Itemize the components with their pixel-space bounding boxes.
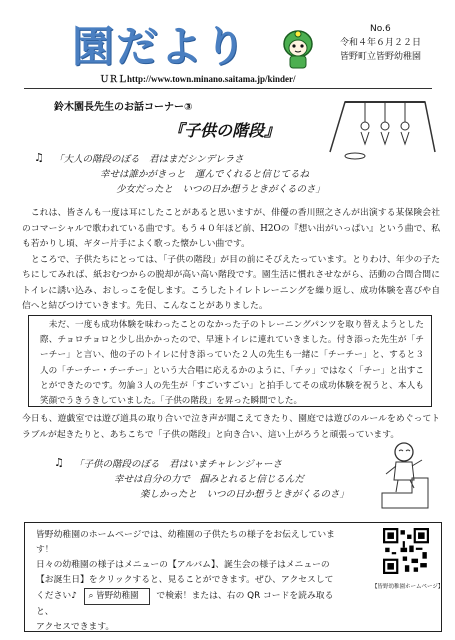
- music-note-icon: ♫: [54, 456, 64, 469]
- issue-number: No.6: [370, 24, 391, 34]
- qr-code-icon[interactable]: [383, 528, 429, 574]
- website-url[interactable]: ＵＲＬhttp://www.town.minano.saitama.jp/kinder/: [100, 74, 296, 84]
- info-line: 日々の幼稚園の様子はメニューの【アルバム】、誕生会の様子はメニューの: [36, 560, 330, 570]
- qr-label: 【皆野幼稚園ホームページ】: [372, 584, 444, 590]
- lyric-line: 幸せは誰かがきっと 運んでくれると信じてるね: [100, 169, 310, 180]
- issue-date: 令和４年６月２２日: [340, 38, 422, 48]
- article-paragraph: これは、皆さんも一度は耳にしたことがあると思いますが、俳優の香川照之さんが出演する某保険会社のコマーシャルで歌われている曲です。もう４０年ほど前、H2Oの『想い出がいっぱい』という曲で、私も若かりし頃、ギター片手によく歌った懐かしい曲です。 ところで、子供たちにとっては、「子供の階段」が目の前にそびえたっています。とりわけ、年少の子たちにしてみれば、紙おむつからの脱却が高い高い階段です。園生活に慣れさせながら、活動の合間合間にトイレに誘い込み、おしっこを促します。こうしたトイレトレーニングを繰り返し、成功体験を喜びや自信へと結びつけていきます。先日、こんなことがありました。: [22, 208, 440, 311]
- info-line: 【お誕生日】をクリックすると、見ることができます。ぜひ、アクセスして: [36, 575, 334, 585]
- info-line: 皆野幼稚園のホームページでは、幼稚園の子供たちの様子をお伝えしています！: [36, 530, 335, 555]
- lyric-line: 幸せは自分の力で 掴みとれると信じるんだ: [114, 474, 305, 485]
- lyric-line: 楽しかったと いつの日か想うときがくるのさ」: [140, 489, 350, 500]
- header-divider: [24, 88, 432, 89]
- school-name: 皆野町立皆野幼稚園: [340, 52, 422, 62]
- music-note-icon: ♫: [34, 151, 44, 164]
- info-line: [36, 588, 346, 620]
- corner-title: 鈴木園長先生のお話コーナー③: [54, 102, 193, 113]
- lyric-line: 「子供の階段のぼる 君はいまチャレンジャーさ: [74, 459, 283, 470]
- search-icon: ⌕: [88, 591, 94, 601]
- children-on-bars-illustration: [325, 92, 440, 162]
- article-heading: 『子供の階段』: [168, 121, 281, 140]
- mascot-icon: [278, 26, 318, 72]
- article-paragraph: 今日も、遊戯室では遊び道具の取り合いで泣き声が聞こえてきたり、園庭では遊びのルールをめぐってトラブルが起きたりと、あちこちで「子供の階段」と向き合い、這い上がろうと頑張っています。: [22, 414, 440, 440]
- info-text-segment: で検索！または、右の QR コードを読み取ると、: [36, 591, 334, 617]
- issue-info: [340, 22, 440, 64]
- lyric-line: 「大人の階段のぼる 君はまだシンデレラさ: [54, 154, 244, 165]
- newsletter-title: 園だより: [72, 22, 249, 71]
- homepage-info-text: [36, 528, 346, 635]
- info-text-segment: ください♪: [36, 591, 77, 601]
- lyric-line: 少女だったと いつの日か想うときがくるのさ」: [116, 184, 326, 195]
- info-line: アクセスできます。: [36, 622, 115, 632]
- search-box[interactable]: [84, 588, 150, 605]
- search-text: 皆野幼稚園: [96, 591, 139, 601]
- episode-text: 未だ、一度も成功体験を味わったことのなかった子のトレーニングパンツを取り替えようとした際、チョロチョロと少し出かかったので、早速トイレに連れていきました。付き添った先生が「チーチー」と言い、他の子のトイレに付き添っていた２人の先生も一緒に「チーチー」と、すると３人の「チーチー・チーチー」という大合唱に応えるかのように、「チッ」ではなく「チー」と出すことができたのです。勿論３人の先生が「すごいすごい」と拍手してその成功体験を祝うと、本人も笑顔でうきうきしていました。「子供の階段」を昇った瞬間でした。: [40, 320, 424, 407]
- child-climbing-illustration: [372, 438, 438, 514]
